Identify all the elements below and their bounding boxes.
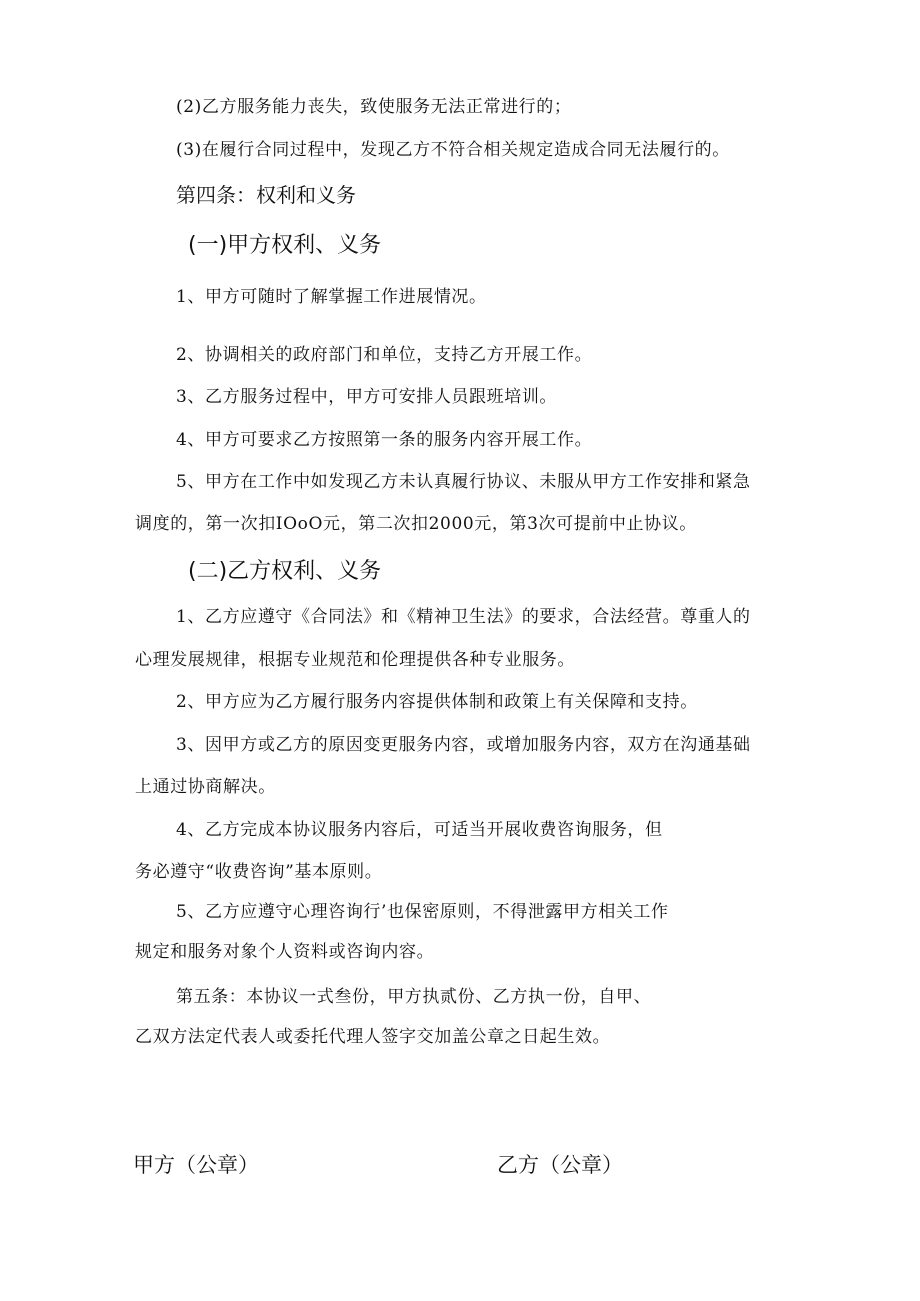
article5-line-2: 乙双方法定代表人或委托代理人签字交加盖公章之日起生效。 [135, 1027, 611, 1047]
party-b-item-3: 3、因甲方或乙方的原因变更服务内容，或增加服务内容，双方在沟通基础 [176, 735, 751, 755]
article4-title: 第四条：权利和义务 [176, 183, 356, 207]
article3-item-3: (3)在履行合同过程中，发现乙方不符合相关规定造成合同无法履行的。 [176, 140, 730, 160]
party-a-item-1: 1、甲方可随时了解掌握工作进展情况。 [176, 287, 487, 307]
party-b-item-4-cont: 务必遵守“收费咨询”基本原则。 [135, 862, 383, 882]
party-a-seal-label: 甲方（公章） [133, 1153, 259, 1177]
article5-line-1: 第五条：本协议一式叁份，甲方执贰份、乙方执一份，自甲、 [176, 987, 652, 1007]
party-a-item-3: 3、乙方服务过程中，甲方可安排人员跟班培训。 [176, 387, 558, 407]
party-b-item-1-cont: 心理发展规律，根据专业规范和伦理提供各种专业服务。 [135, 650, 575, 670]
party-a-item-2: 2、协调相关的政府部门和单位，支持乙方开展工作。 [176, 345, 593, 365]
party-b-item-2: 2、甲方应为乙方履行服务内容提供体制和政策上有关保障和支持。 [176, 692, 698, 712]
party-b-item-3-cont: 上通过协商解决。 [135, 777, 276, 797]
party-a-item-5-cont: 调度的，第一次扣IOoO元，第二次扣2000元，第3次可提前中止协议。 [135, 514, 697, 534]
party-a-item-4: 4、甲方可要求乙方按照第一条的服务内容开展工作。 [176, 430, 593, 450]
party-b-item-1: 1、乙方应遵守《合同法》和《精神卫生法》的要求，合法经营。尊重人的 [176, 607, 751, 627]
party-b-section-title: (二)乙方权利、义务 [188, 559, 382, 584]
party-b-item-5: 5、乙方应遵守心理咨询行’也保密原则，不得泄露甲方相关工作 [176, 902, 669, 922]
party-a-section-title: (一)甲方权利、义务 [188, 233, 382, 258]
article3-item-2: (2)乙方服务能力丧失，致使服务无法正常进行的； [176, 97, 572, 117]
party-a-item-5: 5、甲方在工作中如发现乙方未认真履行协议、未服从甲方工作安排和紧急 [176, 472, 751, 492]
party-b-item-5-cont: 规定和服务对象个人资料或咨询内容。 [135, 942, 435, 962]
party-b-item-4: 4、乙方完成本协议服务内容后，可适当开展收费咨询服务，但 [176, 820, 663, 840]
party-b-seal-label: 乙方（公章） [497, 1153, 623, 1177]
